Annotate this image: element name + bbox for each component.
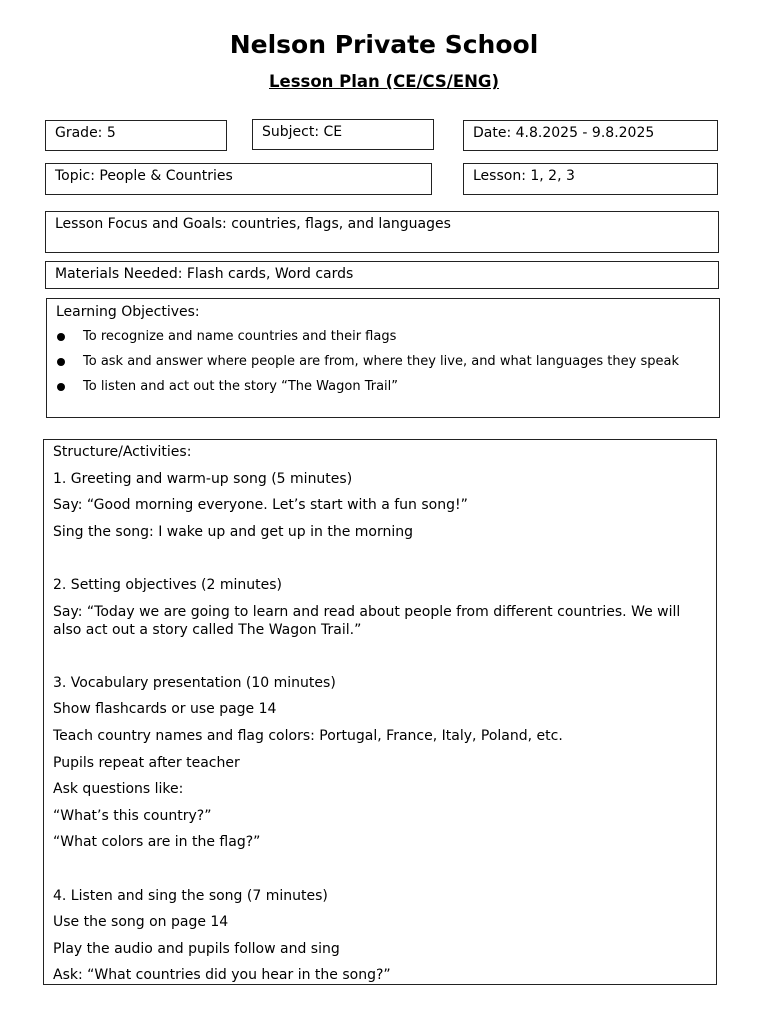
materials-field: Materials Needed: Flash cards, Word cards bbox=[45, 261, 719, 289]
lesson-plan-subtitle: Lesson Plan (CE/CS/ENG) bbox=[269, 72, 499, 91]
activity-line: Play the audio and pupils follow and sing bbox=[53, 940, 340, 957]
activity-line: 1. Greeting and warm-up song (5 minutes) bbox=[53, 470, 353, 487]
activity-line: Show flashcards or use page 14 bbox=[53, 701, 277, 718]
objective-text: To ask and answer where people are from, where they live, and what languages they speak bbox=[83, 354, 679, 369]
school-name: Nelson Private School bbox=[229, 30, 539, 59]
bullet-icon bbox=[57, 383, 65, 391]
activity-line: 4. Listen and sing the song (7 minutes) bbox=[53, 887, 328, 904]
lesson-focus-field: Lesson Focus and Goals: countries, flags, and languages bbox=[45, 211, 719, 253]
grade-field: Grade: 5 bbox=[45, 120, 227, 151]
lesson-field: Lesson: 1, 2, 3 bbox=[463, 163, 718, 195]
activity-line: “What’s this country?” bbox=[53, 807, 212, 824]
objectives-list bbox=[56, 328, 710, 396]
topic-field: Topic: People & Countries bbox=[45, 163, 432, 195]
activity-line: 2. Setting objectives (2 minutes) bbox=[53, 576, 283, 593]
objectives-title: Learning Objectives: bbox=[56, 304, 200, 320]
date-field: Date: 4.8.2025 - 9.8.2025 bbox=[463, 120, 718, 151]
activity-line: Say: “Good morning everyone. Let’s start with a fun song!” bbox=[53, 497, 468, 514]
activity-line: 3. Vocabulary presentation (10 minutes) bbox=[53, 674, 336, 691]
objective-item bbox=[56, 328, 710, 346]
subject-field: Subject: CE bbox=[252, 119, 434, 150]
objective-text: To recognize and name countries and their flags bbox=[83, 329, 397, 344]
activity-line: Ask: “What countries did you hear in the song?” bbox=[53, 967, 391, 984]
objective-item bbox=[56, 378, 710, 396]
blank-line bbox=[53, 647, 707, 674]
activity-line: Say: “Today we are going to learn and read about people from different countries. We will also act out a story called The Wagon Trail.” bbox=[53, 603, 681, 638]
structure-activities-box bbox=[43, 439, 717, 985]
structure-title: Structure/Activities: bbox=[53, 444, 192, 460]
activity-line: Use the song on page 14 bbox=[53, 914, 229, 931]
activity-line: Teach country names and flag colors: Portugal, France, Italy, Poland, etc. bbox=[53, 727, 563, 744]
learning-objectives-box bbox=[46, 298, 720, 418]
activity-line: “What colors are in the flag?” bbox=[53, 834, 261, 851]
objective-text: To listen and act out the story “The Wagon Trail” bbox=[83, 379, 399, 394]
bullet-icon bbox=[57, 333, 65, 341]
activity-line: Sing the song: I wake up and get up in the morning bbox=[53, 523, 414, 540]
objective-item bbox=[56, 353, 710, 371]
blank-line bbox=[53, 860, 707, 887]
activity-line: Ask questions like: bbox=[53, 781, 184, 798]
blank-line bbox=[53, 549, 707, 576]
activity-line: Pupils repeat after teacher bbox=[53, 754, 240, 771]
bullet-icon bbox=[57, 358, 65, 366]
